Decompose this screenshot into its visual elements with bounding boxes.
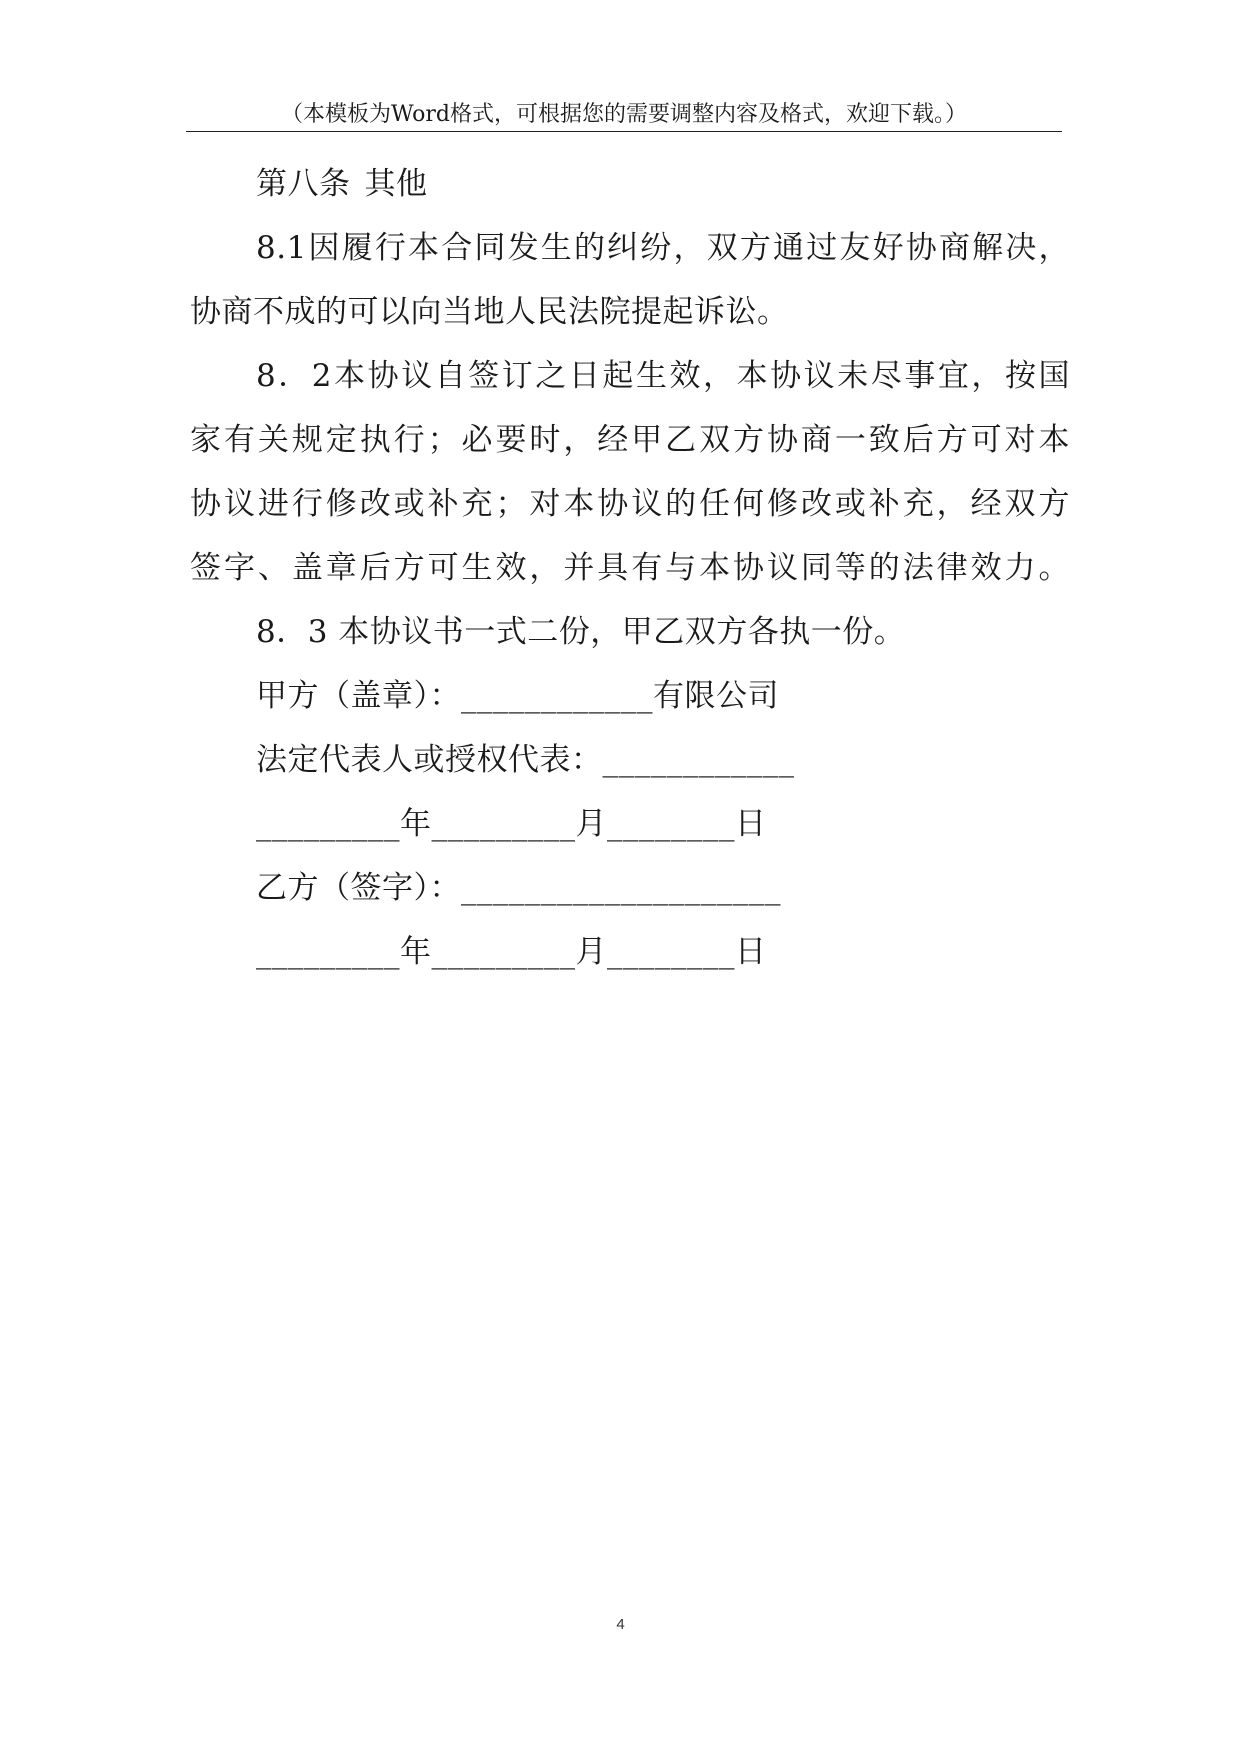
clause-8-1-line-2: 协商不成的可以向当地人民法院提起诉讼。 (190, 294, 789, 330)
clause-8-1-line-1: 8.1因履行本合同发生的纠纷，双方通过友好协商解决， (256, 230, 1070, 266)
template-note: （本模板为Word格式，可根据您的需要调整内容及格式，欢迎下载。） (281, 102, 967, 127)
clause-8-2-line-4: 签字、盖章后方可生效，并具有与本协议同等的法律效力。 (190, 550, 1070, 586)
clause-8-3: 8．3 本协议书一式二份，甲乙双方各执一份。 (256, 614, 906, 650)
representative-signature: 法定代表人或授权代表：____________ (256, 742, 795, 778)
party-b-signature: 乙方（签字）：____________________ (256, 870, 781, 906)
section-title: 第八条 (256, 166, 351, 202)
clause-8-2-line-2: 家有关规定执行；必要时，经甲乙双方协商一致后方可对本 (190, 422, 1070, 458)
section-subtitle: 其他 (364, 166, 428, 202)
clause-8-2-line-3: 协议进行修改或补充；对本协议的任何修改或补充，经双方 (190, 486, 1070, 522)
header-divider (186, 131, 1062, 132)
document-body (190, 152, 1070, 984)
clause-8-2-line-1: 8．2本协议自签订之日起生效，本协议未尽事宜，按国 (256, 358, 1070, 394)
party-b-date: _________年_________月________日 (256, 934, 767, 970)
party-a-signature: 甲方（盖章）：____________有限公司 (256, 678, 779, 714)
page-number: 4 (616, 1616, 625, 1633)
section-heading (190, 152, 1070, 216)
party-a-date: _________年_________月________日 (256, 806, 767, 842)
